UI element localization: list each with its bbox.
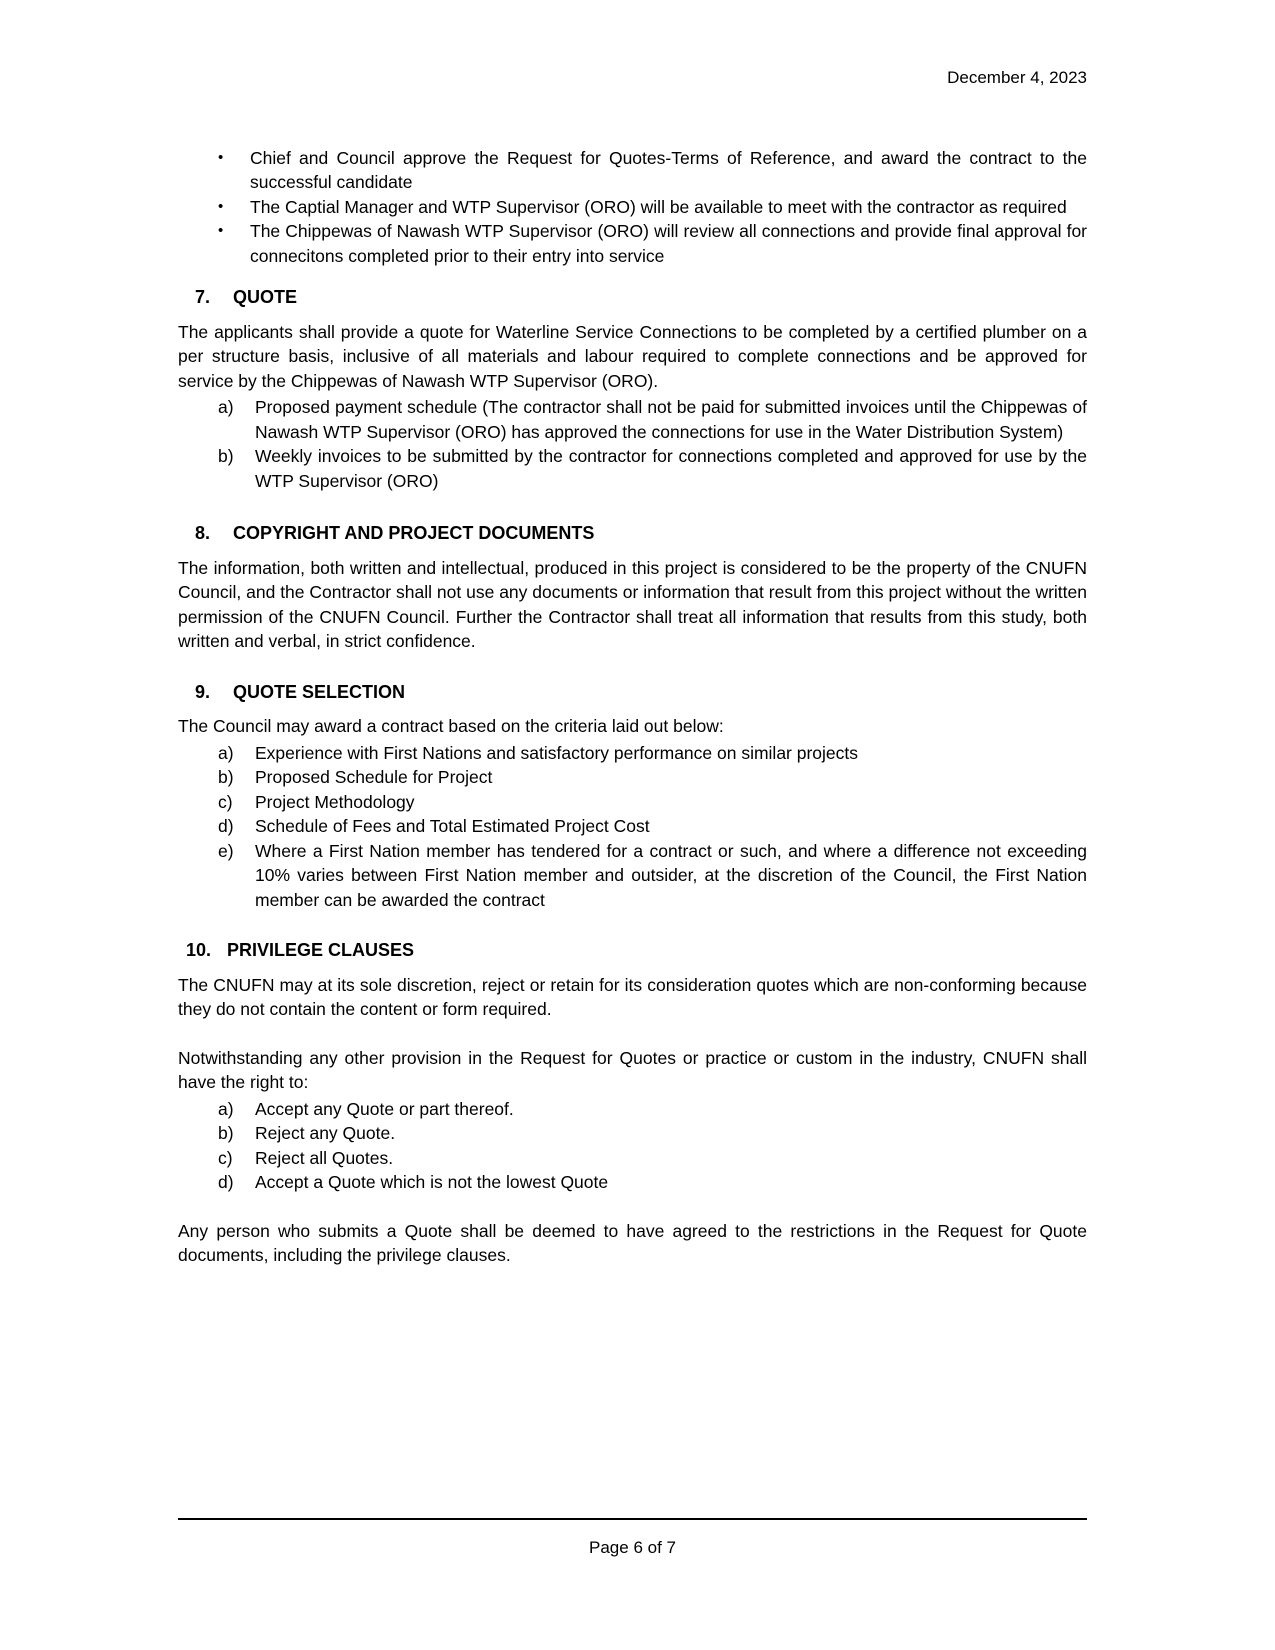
header-date: December 4, 2023: [947, 68, 1087, 87]
section-number: 10.: [186, 940, 212, 960]
list-item-text: Accept any Quote or part thereof.: [255, 1098, 514, 1119]
list-item-text: Experience with First Nations and satisfactory performance on similar projects: [255, 742, 859, 763]
bullet-text: The Chippewas of Nawash WTP Supervisor (ORO) will review all connections and provide final approval for connecitons completed prior to their entry into service: [250, 221, 1087, 266]
list-marker: e): [218, 840, 234, 861]
bullet-text: Chief and Council approve the Request for Quotes-Terms of Reference, and award the contract to the successful candidate: [250, 147, 1087, 192]
section-heading-privilege-clauses: [178, 938, 1087, 963]
list-item-text: Schedule of Fees and Total Estimated Project Cost: [255, 816, 650, 836]
list-marker: b): [218, 446, 234, 466]
list-item: [178, 814, 1087, 839]
section-paragraph: The Council may award a contract based on the criteria laid out below:: [178, 716, 724, 736]
page-content: [178, 0, 1087, 1268]
list-item: [178, 146, 1087, 195]
closing-paragraph: Any person who submits a Quote shall be deemed to have agreed to the restrictions in the Request for Quote documents, including the privilege clauses.: [178, 1220, 1087, 1265]
section-paragraph: The applicants shall provide a quote for Waterline Service Connections to be completed by a certified plumber on a per structure basis, inclusive of all materials and labour required to complete connections and be approved for service by the Chippewas of Nawash WTP Supervisor (ORO).: [178, 321, 1087, 391]
list-item: [178, 1146, 1087, 1171]
section-number: 8.: [195, 523, 211, 543]
section-title: COPYRIGHT AND PROJECT DOCUMENTS: [233, 523, 595, 543]
lettered-list: [178, 741, 1087, 913]
lettered-list: [178, 1097, 1087, 1195]
list-item-text: Weekly invoices to be submitted by the contractor for connections completed and approved for use by the WTP Supervisor (ORO): [255, 446, 1087, 491]
footer-rule: [178, 1518, 1087, 1520]
list-item: [178, 790, 1087, 815]
list-marker: d): [218, 1172, 234, 1192]
list-item-text: Proposed Schedule for Project: [255, 767, 493, 787]
list-marker: c): [218, 791, 233, 812]
list-marker: a): [218, 397, 234, 417]
lettered-list: [178, 395, 1087, 493]
list-item: [178, 1170, 1087, 1195]
bullet-icon: •: [218, 148, 224, 166]
list-item: [178, 765, 1087, 790]
bullet-icon: •: [218, 222, 224, 239]
list-marker: d): [218, 816, 234, 836]
bullet-icon: •: [218, 197, 224, 215]
list-marker: a): [218, 1098, 234, 1119]
section-heading-quote-selection: [178, 680, 1087, 705]
section-heading-quote: [178, 285, 1087, 310]
section-title: PRIVILEGE CLAUSES: [227, 940, 415, 960]
list-marker: c): [218, 1147, 233, 1168]
list-item: [178, 1121, 1087, 1146]
list-item: [178, 395, 1087, 444]
list-item-text: Accept a Quote which is not the lowest Quote: [255, 1172, 609, 1192]
section-number: 9.: [195, 681, 211, 702]
list-item: [178, 219, 1087, 268]
page-number: Page 6 of 7: [589, 1538, 676, 1557]
list-item: [178, 741, 1087, 766]
list-item: [178, 1097, 1087, 1122]
list-item-text: Where a First Nation member has tendered for a contract or such, and where a difference not exceeding 10% varies between First Nation member and outsider, at the discretion of the Council, the First Nation member can be awarded the contract: [255, 840, 1087, 910]
list-item-text: Reject any Quote.: [255, 1123, 396, 1143]
list-marker: b): [218, 767, 234, 787]
section-paragraph: Notwithstanding any other provision in the Request for Quotes or practice or custom in the industry, CNUFN shall have the right to:: [178, 1047, 1087, 1092]
list-item-text: Reject all Quotes.: [255, 1147, 394, 1168]
section-number: 7.: [195, 287, 211, 307]
intro-bullet-list: [178, 146, 1087, 269]
list-item-text: Project Methodology: [255, 791, 415, 812]
list-marker: a): [218, 742, 234, 763]
bullet-text: The Captial Manager and WTP Supervisor (ORO) will be available to meet with the contractor as required: [250, 196, 1067, 217]
list-item: [178, 839, 1087, 913]
section-title: QUOTE SELECTION: [233, 681, 406, 702]
list-marker: b): [218, 1123, 234, 1143]
list-item: [178, 444, 1087, 493]
list-item-text: Proposed payment schedule (The contractor shall not be paid for submitted invoices until the Chippewas of Nawash WTP Supervisor (ORO) has approved the connections for use in the Water Distribution System): [255, 397, 1087, 442]
section-heading-copyright: [178, 521, 1087, 546]
section-title: QUOTE: [233, 287, 298, 307]
list-item: [178, 195, 1087, 220]
page-footer: [178, 1518, 1087, 1561]
section-paragraph: The information, both written and intellectual, produced in this project is considered to be the property of the CNUFN Council, and the Contractor shall not use any documents or information that result from this project without the written permission of the CNUFN Council. Further the Contractor shall treat all information that results from this study, both written and verbal, in strict confidence.: [178, 557, 1087, 651]
section-paragraph: The CNUFN may at its sole discretion, reject or retain for its consideration quotes which are non-conforming because they do not contain the content or form required.: [178, 974, 1087, 1019]
